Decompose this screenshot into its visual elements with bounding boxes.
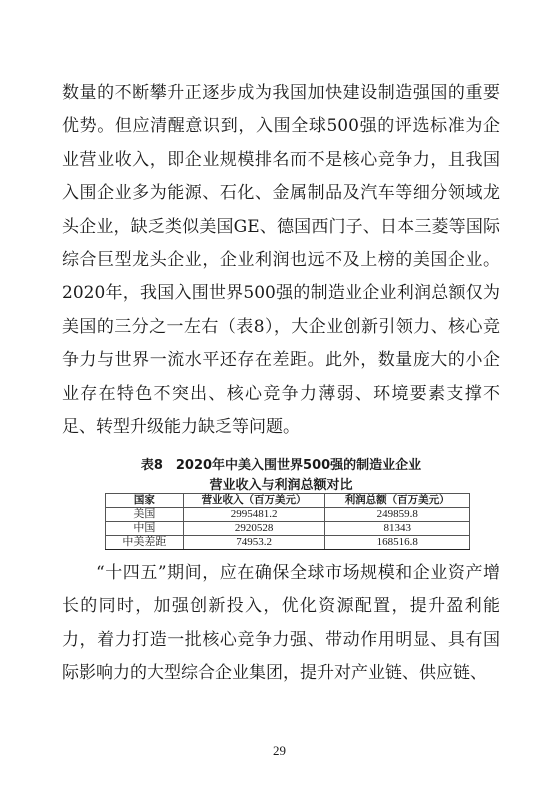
cell-country: 美国 bbox=[106, 508, 184, 522]
cell-revenue: 2920528 bbox=[183, 522, 325, 536]
cell-revenue: 74953.2 bbox=[183, 536, 325, 550]
page-number: 29 bbox=[273, 743, 286, 758]
header-revenue: 营业收入（百万美元） bbox=[183, 494, 325, 508]
table-row bbox=[106, 536, 470, 550]
table-caption-line-1: 表8 2020年中美入围世界500强的制造业企业 bbox=[140, 458, 422, 473]
cell-country: 中国 bbox=[106, 522, 184, 536]
table-row bbox=[106, 508, 470, 522]
body-paragraph-1: 数量的不断攀升正逐步成为我国加快建设制造强国的重要优势。但应清醒意识到，入围全球500强的评选标准为企业营业收入，即企业规模排名而不是核心竞争力，且我国入围企业多为能源、石化、金属制品及汽车等细分领域龙头企业，缺乏类似美国GE、德国西门子、日本三菱等国际综合巨型龙头企业，企业利润也远不及上榜的美国企业。2020年，我国入围世界500强的制造业企业利润总额仅为美国的三分之一左右（表8），大企业创新引领力、核心竞争力与世界一流水平还存在差距。此外，数量庞大的小企业存在特色不突出、核心竞争力薄弱、环境要素支撑不足、转型升级能力缺乏等问题。 bbox=[62, 83, 500, 438]
body-paragraph-2: “十四五”期间，应在确保全球市场规模和企业资产增长的同时，加强创新投入，优化资源配置，提升盈利能力，着力打造一批核心竞争力强、带动作用明显、具有国际影响力的大型综合企业集团，提升对产业链、供应链、 bbox=[62, 563, 500, 684]
cell-profit: 249859.8 bbox=[325, 508, 470, 522]
cell-revenue: 2995481.2 bbox=[183, 508, 325, 522]
table-row bbox=[106, 522, 470, 536]
header-country: 国家 bbox=[106, 494, 184, 508]
table-header-row bbox=[106, 494, 470, 508]
cell-country: 中美差距 bbox=[106, 536, 184, 550]
cell-profit: 168516.8 bbox=[325, 536, 470, 550]
table-caption-line-2: 营业收入与利润总额对比 bbox=[209, 478, 353, 493]
revenue-profit-table bbox=[105, 493, 470, 550]
cell-profit: 81343 bbox=[325, 522, 470, 536]
header-profit: 利润总额（百万美元） bbox=[325, 494, 470, 508]
